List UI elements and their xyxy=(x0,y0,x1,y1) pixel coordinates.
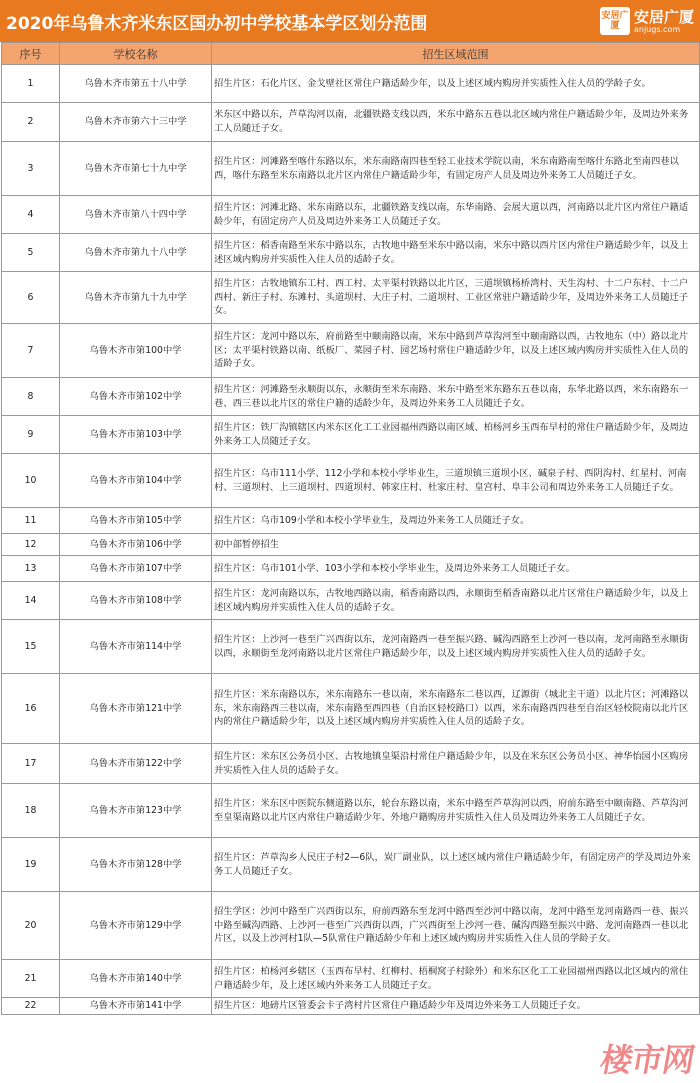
row-number: 1 xyxy=(2,65,60,103)
table-row xyxy=(2,620,700,674)
school-name: 乌鲁木齐市第107中学 xyxy=(60,556,212,582)
enrollment-range: 招生片区：河滩北路、米东南路以东，北疆铁路支线以南，东华南路、会展大道以西，河南路以北片区内常住户籍适龄少年，有固定房产人员及周边外来务工人员随迁子女。 xyxy=(212,196,700,234)
table-row xyxy=(2,196,700,234)
school-name: 乌鲁木齐市第121中学 xyxy=(60,674,212,744)
row-number: 12 xyxy=(2,534,60,556)
enrollment-range: 招生片区：地磅片区管委会卡子湾村片区常住户籍适龄少年及周边外来务工人员随迁子女。 xyxy=(212,998,700,1015)
school-name: 乌鲁木齐市第105中学 xyxy=(60,508,212,534)
school-name: 乌鲁木齐市第九十八中学 xyxy=(60,234,212,272)
row-number: 9 xyxy=(2,416,60,454)
enrollment-range: 招生片区：古牧地镇东工村、西工村、太平渠村铁路以北片区，三道坝镇杨桥湾村、天生沟村、十二户东村、十二户西村、新庄子村、东滩村、头道坝村、大庄子村、二道坝村、工业区常驻户籍适龄少年，及周边外来务工人员随迁子女。 xyxy=(212,272,700,324)
row-number: 6 xyxy=(2,272,60,324)
row-number: 20 xyxy=(2,892,60,960)
row-number: 22 xyxy=(2,998,60,1015)
school-name: 乌鲁木齐市第六十三中学 xyxy=(60,103,212,142)
table-row xyxy=(2,534,700,556)
district-table xyxy=(1,42,700,1015)
column-header-range: 招生区域范围 xyxy=(212,43,700,65)
enrollment-range: 招生片区：乌市111小学、112小学和本校小学毕业生，三道坝镇三道坝小区、碱泉子村、西阴沟村、红星村、河南村、三道坝村、上三道坝村、四道坝村、韩家庄村、杜家庄村、皇宫村、阜丰公司和周边外来务工人员随迁子女。 xyxy=(212,454,700,508)
row-number: 16 xyxy=(2,674,60,744)
row-number: 15 xyxy=(2,620,60,674)
row-number: 14 xyxy=(2,582,60,620)
row-number: 4 xyxy=(2,196,60,234)
enrollment-range: 招生片区：石化片区、金戈壁社区常住户籍适龄少年，以及上述区域内购房并实质性入住人员的学龄子女。 xyxy=(212,65,700,103)
school-name: 乌鲁木齐市第七十九中学 xyxy=(60,142,212,196)
enrollment-range: 招生片区：柏杨河乡辖区（玉西布早村、红柳村、梧桐窝子村除外）和米东区化工工业园福州西路以北区域内的常住户籍适龄少年，及上述区域内外来务工人员随迁子女。 xyxy=(212,960,700,998)
enrollment-range: 招生片区：乌市101小学、103小学和本校小学毕业生，及周边外来务工人员随迁子女。 xyxy=(212,556,700,582)
enrollment-range: 招生片区：米东区中医院东侧道路以东，轮台东路以南，米东中路至芦草沟河以西，府前东路至中颐南路、芦草沟河至皇渠南路以北片区内常住户籍适龄少年、外地户籍购房并实质性入住人员及周边外来务工人员随迁子女。 xyxy=(212,784,700,838)
table-row xyxy=(2,838,700,892)
enrollment-range: 招生片区：龙河中路以东，府前路至中颐南路以南，米东中路到芦草沟河至中颐南路以西，古牧地东（中）路以北片区；太平渠村铁路以南、纸板厂、菜园子村、园艺场村常住户籍适龄少年，以及上述区域内购房并实质性入住人员的适龄子女。 xyxy=(212,324,700,378)
row-number: 8 xyxy=(2,378,60,416)
row-number: 13 xyxy=(2,556,60,582)
school-name: 乌鲁木齐市第140中学 xyxy=(60,960,212,998)
enrollment-range: 招生片区：上沙河一巷至广兴西街以东，龙河南路西一巷至振兴路、碱沟西路至上沙河一巷以南，龙河南路至永顺街以西，永顺街至龙河南路以北片区常住户籍适龄少年，以及上述区域内购房并实质性入住人员的适龄子女。 xyxy=(212,620,700,674)
school-name: 乌鲁木齐市第八十四中学 xyxy=(60,196,212,234)
page-title: 2020年乌鲁木齐米东区国办初中学校基本学区划分范围 xyxy=(6,14,428,34)
table-row xyxy=(2,103,700,142)
table-row xyxy=(2,508,700,534)
school-name: 乌鲁木齐市第128中学 xyxy=(60,838,212,892)
school-name: 乌鲁木齐市第100中学 xyxy=(60,324,212,378)
table-row xyxy=(2,960,700,998)
table-row xyxy=(2,998,700,1015)
school-name: 乌鲁木齐市第102中学 xyxy=(60,378,212,416)
enrollment-range: 招生片区：河滩路至喀什东路以东，米东南路南四巷至轻工业技术学院以南，米东南路南至喀什东路北至南四巷以西，喀什东路至米东南路以北片区内常住户籍适龄少年，有固定房产人员及周边外来务工人员随迁子女。 xyxy=(212,142,700,196)
table-row xyxy=(2,784,700,838)
school-name: 乌鲁木齐市第104中学 xyxy=(60,454,212,508)
table-row xyxy=(2,674,700,744)
table-row xyxy=(2,234,700,272)
logo-icon: 安居广厦 xyxy=(600,7,630,35)
enrollment-range: 招生片区：稻香南路至米东中路以东，古牧地中路至米东中路以南，米东中路以西片区内常住户籍适龄少年，以及上述区域内购房并实质性入住人员的适龄子女。 xyxy=(212,234,700,272)
row-number: 3 xyxy=(2,142,60,196)
table-row xyxy=(2,378,700,416)
school-name: 乌鲁木齐市第122中学 xyxy=(60,744,212,784)
school-name: 乌鲁木齐市第129中学 xyxy=(60,892,212,960)
table-row xyxy=(2,416,700,454)
row-number: 19 xyxy=(2,838,60,892)
row-number: 21 xyxy=(2,960,60,998)
logo-name: 安居广厦 xyxy=(633,7,694,26)
column-header-number: 序号 xyxy=(2,43,60,65)
school-name: 乌鲁木齐市第123中学 xyxy=(60,784,212,838)
school-name: 乌鲁木齐市第五十八中学 xyxy=(60,65,212,103)
table-row xyxy=(2,142,700,196)
row-number: 18 xyxy=(2,784,60,838)
enrollment-range: 初中部暂停招生 xyxy=(212,534,700,556)
logo-url: anjugs.com xyxy=(633,24,681,34)
row-number: 5 xyxy=(2,234,60,272)
enrollment-range: 招生片区：乌市109小学和本校小学毕业生，及周边外来务工人员随迁子女。 xyxy=(212,508,700,534)
title-banner xyxy=(0,0,700,42)
enrollment-range: 招生学区：沙河中路至广兴西街以东，府前西路东至龙河中路西至沙河中路以南，龙河中路至龙河南路西一巷、振兴中路至碱沟西路、上沙河一巷至广兴西街以西，广兴西街至上沙河一巷、碱沟西路至振兴中路、龙河南路西一巷以北片区，以及上沙河村1队—5队常住户籍适龄少年和上述区域内购房并实质性入住人员的学龄子女。 xyxy=(212,892,700,960)
school-name: 乌鲁木齐市第108中学 xyxy=(60,582,212,620)
table-row xyxy=(2,324,700,378)
table-row xyxy=(2,272,700,324)
anjugs-logo xyxy=(600,7,694,35)
row-number: 2 xyxy=(2,103,60,142)
row-number: 17 xyxy=(2,744,60,784)
table-row xyxy=(2,582,700,620)
table-row xyxy=(2,65,700,103)
school-name: 乌鲁木齐市第106中学 xyxy=(60,534,212,556)
enrollment-range: 招生片区：铁厂沟镇辖区内米东区化工工业园福州西路以南区域、柏杨河乡玉西布早村的常住户籍适龄少年，及周边外来务工人员随迁子女。 xyxy=(212,416,700,454)
enrollment-range: 招生片区：芦草沟乡人民庄子村2—6队，炭厂副业队，以上述区域内常住户籍适龄少年，有固定房产的学及周边外来务工人员随迁子女。 xyxy=(212,838,700,892)
school-name: 乌鲁木齐市第103中学 xyxy=(60,416,212,454)
enrollment-range: 招生片区：米东南路以东，米东南路东一巷以南，米东南路东二巷以西，辽源街（城北主干道）以北片区；河滩路以东，米东南路西三巷以南，米东南路至西四巷（自治区轻校路口）以西，米东南路西四巷至自治区轻校院南以北片区内的常住户籍适龄少年，以及上述区域内购房并实质性入住人员的适龄子女。 xyxy=(212,674,700,744)
column-header-school: 学校名称 xyxy=(60,43,212,65)
row-number: 7 xyxy=(2,324,60,378)
row-number: 10 xyxy=(2,454,60,508)
school-name: 乌鲁木齐市第141中学 xyxy=(60,998,212,1015)
school-name: 乌鲁木齐市第九十九中学 xyxy=(60,272,212,324)
table-row xyxy=(2,454,700,508)
enrollment-range: 米东区中路以东，芦草沟河以南，北疆铁路支线以西，米东中路东五巷以北区域内常住户籍适龄少年，及周边外来务工人员随迁子女。 xyxy=(212,103,700,142)
enrollment-range: 招生片区：米东区公务员小区、古牧地镇皇渠沿村常住户籍适龄少年，以及在米东区公务员小区、神华怡园小区购房并实质性入住人员的适龄子女。 xyxy=(212,744,700,784)
table-row xyxy=(2,744,700,784)
table-row xyxy=(2,892,700,960)
enrollment-range: 招生片区：河滩路至永顺街以东，永顺街至米东南路、米东中路至米东路东五巷以南，东华北路以西，米东南路东一巷、西三巷以北片区的常住户籍的适龄少年，及周边外来务工人员随迁子女。 xyxy=(212,378,700,416)
table-header-row xyxy=(2,43,700,65)
school-name: 乌鲁木齐市第114中学 xyxy=(60,620,212,674)
table-row xyxy=(2,556,700,582)
enrollment-range: 招生片区：龙河南路以东，古牧地西路以南，稻香南路以西，永顺街至稻香南路以北片区常住户籍适龄少年，以及上述区域内购房并实质性入住人员的适龄子女。 xyxy=(212,582,700,620)
row-number: 11 xyxy=(2,508,60,534)
watermark-logo: 楼市网 xyxy=(597,1041,697,1079)
